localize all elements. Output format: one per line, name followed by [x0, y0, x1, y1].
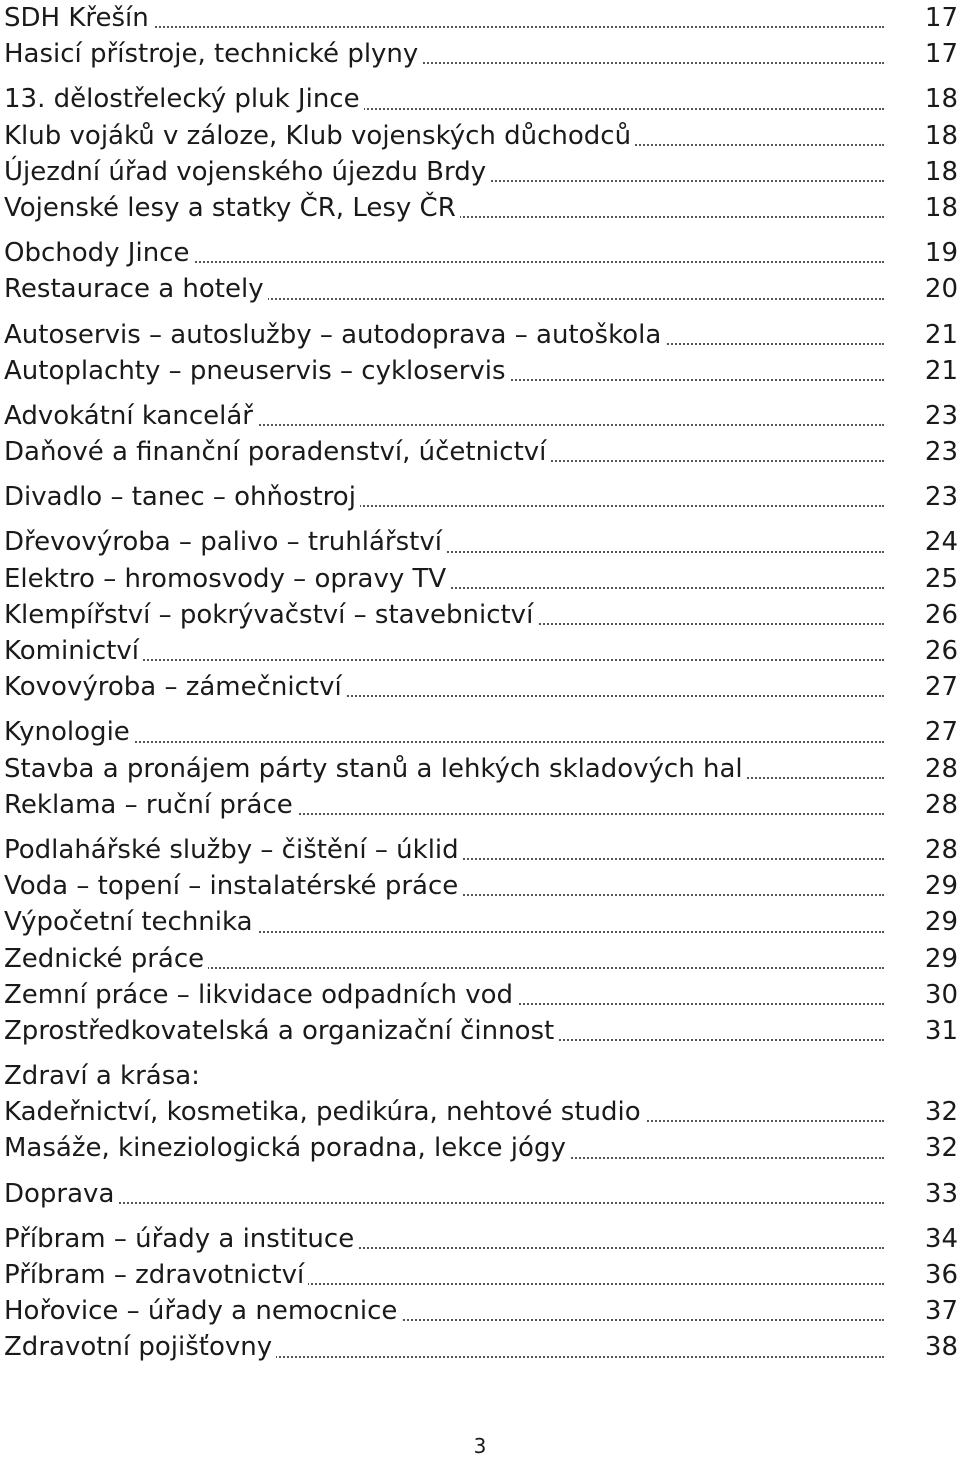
toc-entry-page: 38	[924, 1332, 958, 1363]
toc-entry	[4, 787, 958, 823]
toc-entry-page: 23	[924, 482, 958, 513]
toc-entry-label: Stavba a pronájem párty stanů a lehkých skladových hal	[4, 754, 747, 784]
toc-entry-label: Příbram – zdravotnictví	[4, 1260, 308, 1290]
toc-entry-page: 18	[924, 120, 958, 151]
toc-entry	[4, 669, 958, 705]
toc-entry-page: 34	[924, 1223, 958, 1254]
toc-entry-page: 27	[924, 717, 958, 748]
toc-entry	[4, 36, 958, 72]
toc-entry-page: 25	[924, 563, 958, 594]
toc-entry-page: 19	[924, 238, 958, 269]
toc-entry-page: 27	[924, 672, 958, 703]
toc-group	[4, 317, 958, 389]
toc-entry	[4, 1094, 958, 1130]
toc-entry-label: Zdraví a krása:	[4, 1061, 204, 1091]
toc-entry-page: 26	[924, 599, 958, 630]
toc-entry-label: Dřevovýroba – palivo – truhlářství	[4, 527, 446, 557]
toc-group	[4, 398, 958, 470]
toc-entry-page: 21	[924, 355, 958, 386]
toc-entry-label: Zemní práce – likvidace odpadních vod	[4, 980, 517, 1010]
toc-entry-label: Advokátní kancelář	[4, 401, 257, 431]
toc-entry	[4, 118, 958, 154]
toc-entry	[4, 398, 958, 434]
toc-entry-page: 18	[924, 192, 958, 223]
toc-entry-label: Vojenské lesy a statky ČR, Lesy ČR	[4, 193, 460, 223]
toc-entry	[4, 0, 958, 36]
toc-entry-label: Voda – topení – instalatérské práce	[4, 871, 462, 901]
toc-entry-page: 37	[924, 1296, 958, 1327]
toc-entry-page: 32	[924, 1133, 958, 1164]
toc-entry	[4, 714, 958, 750]
toc-entry-page: 18	[924, 84, 958, 115]
toc-entry	[4, 1221, 958, 1257]
toc-group	[4, 235, 958, 307]
toc-entry	[4, 633, 958, 669]
dot-leader	[4, 1202, 884, 1204]
toc-entry	[4, 751, 958, 787]
toc-entry-label: Reklama – ruční práce	[4, 790, 297, 820]
toc-entry-label: Obchody Jince	[4, 238, 193, 268]
toc-group	[4, 714, 958, 823]
toc-entry-label: Restaurace a hotely	[4, 274, 268, 304]
toc-entry	[4, 1130, 958, 1166]
toc-section-heading	[4, 1058, 958, 1094]
toc-entry-page: 18	[924, 156, 958, 187]
toc-entry-label: Masáže, kineziologická poradna, lekce jógy	[4, 1133, 570, 1163]
toc-entry	[4, 1257, 958, 1293]
toc-entry	[4, 235, 958, 271]
toc-entry	[4, 479, 958, 515]
toc-entry	[4, 317, 958, 353]
page-number: 3	[473, 1434, 487, 1458]
toc-entry	[4, 154, 958, 190]
toc-entry-label: Klempířství – pokrývačství – stavebnictví	[4, 600, 537, 630]
toc-entry-label: Podlahářské služby – čištění – úklid	[4, 835, 463, 865]
toc-entry-label: Zdravotní pojišťovny	[4, 1332, 276, 1362]
toc-entry-label: SDH Křešín	[4, 3, 153, 33]
toc-entry-label: Příbram – úřady a instituce	[4, 1224, 358, 1254]
toc-entry-page: 23	[924, 400, 958, 431]
toc-group	[4, 81, 958, 226]
toc-entry-label: Kovovýroba – zámečnictví	[4, 672, 346, 702]
toc-entry-label: Doprava	[4, 1179, 118, 1209]
toc-group	[4, 832, 958, 1049]
toc-entry-page: 23	[924, 437, 958, 468]
toc-group	[4, 524, 958, 705]
toc-entry-label: Hasicí přístroje, technické plyny	[4, 39, 422, 69]
toc-entry-label: 13. dělostřelecký pluk Jince	[4, 84, 364, 114]
toc-entry-page: 28	[924, 834, 958, 865]
toc-entry-label: Újezdní úřad vojenského újezdu Brdy	[4, 157, 490, 187]
toc-entry	[4, 1329, 958, 1365]
toc-entry-label: Zprostředkovatelská a organizační činnost	[4, 1016, 558, 1046]
toc-entry	[4, 1176, 958, 1212]
toc-entry	[4, 868, 958, 904]
toc-entry-page: 29	[924, 871, 958, 902]
toc-entry-label: Hořovice – úřady a nemocnice	[4, 1296, 401, 1326]
toc-entry	[4, 81, 958, 117]
toc-entry-page: 29	[924, 943, 958, 974]
toc-entry-page: 28	[924, 753, 958, 784]
toc-entry	[4, 561, 958, 597]
toc-group	[4, 479, 958, 515]
toc-entry	[4, 904, 958, 940]
toc-entry-page: 17	[924, 3, 958, 33]
toc-entry-page: 26	[924, 636, 958, 666]
toc-entry	[4, 1013, 958, 1049]
toc-entry-label: Daňové a finanční poradenství, účetnictví	[4, 437, 550, 467]
toc-entry	[4, 1293, 958, 1329]
toc-entry-label: Zednické práce	[4, 944, 208, 974]
table-of-contents	[4, 0, 958, 1366]
toc-entry-label: Elektro – hromosvody – opravy TV	[4, 564, 450, 594]
toc-entry-page: 33	[924, 1178, 958, 1209]
toc-entry	[4, 977, 958, 1013]
toc-entry	[4, 271, 958, 307]
toc-group	[4, 1176, 958, 1212]
toc-entry-label: Kominictví	[4, 636, 143, 666]
toc-entry	[4, 832, 958, 868]
toc-entry-page: 36	[924, 1260, 958, 1290]
toc-entry-page: 28	[924, 789, 958, 820]
toc-entry-label: Autoplachty – pneuservis – cykloservis	[4, 356, 510, 386]
toc-entry-page: 20	[924, 274, 958, 305]
toc-entry	[4, 597, 958, 633]
toc-entry-page: 24	[924, 527, 958, 558]
toc-entry-page: 31	[924, 1015, 958, 1046]
toc-entry-page: 30	[924, 979, 958, 1010]
toc-entry-label: Autoservis – autoslužby – autodoprava – autoškola	[4, 320, 665, 350]
toc-entry	[4, 941, 958, 977]
toc-entry-page: 17	[924, 39, 958, 70]
toc-entry-page: 29	[924, 907, 958, 938]
toc-entry-label: Divadlo – tanec – ohňostroj	[4, 482, 360, 512]
toc-group	[4, 1221, 958, 1366]
toc-group	[4, 1058, 958, 1167]
toc-group	[4, 0, 958, 72]
toc-entry	[4, 524, 958, 560]
toc-entry-page: 32	[924, 1097, 958, 1128]
toc-entry-page: 21	[924, 319, 958, 350]
toc-entry	[4, 190, 958, 226]
toc-entry-label: Kadeřnictví, kosmetika, pedikúra, nehtové studio	[4, 1097, 645, 1127]
toc-entry-label: Klub vojáků v záloze, Klub vojenských důchodců	[4, 121, 635, 151]
toc-entry-label: Kynologie	[4, 717, 134, 747]
toc-entry-label: Výpočetní technika	[4, 907, 257, 937]
toc-entry	[4, 353, 958, 389]
toc-entry	[4, 434, 958, 470]
dot-leader	[4, 741, 884, 743]
